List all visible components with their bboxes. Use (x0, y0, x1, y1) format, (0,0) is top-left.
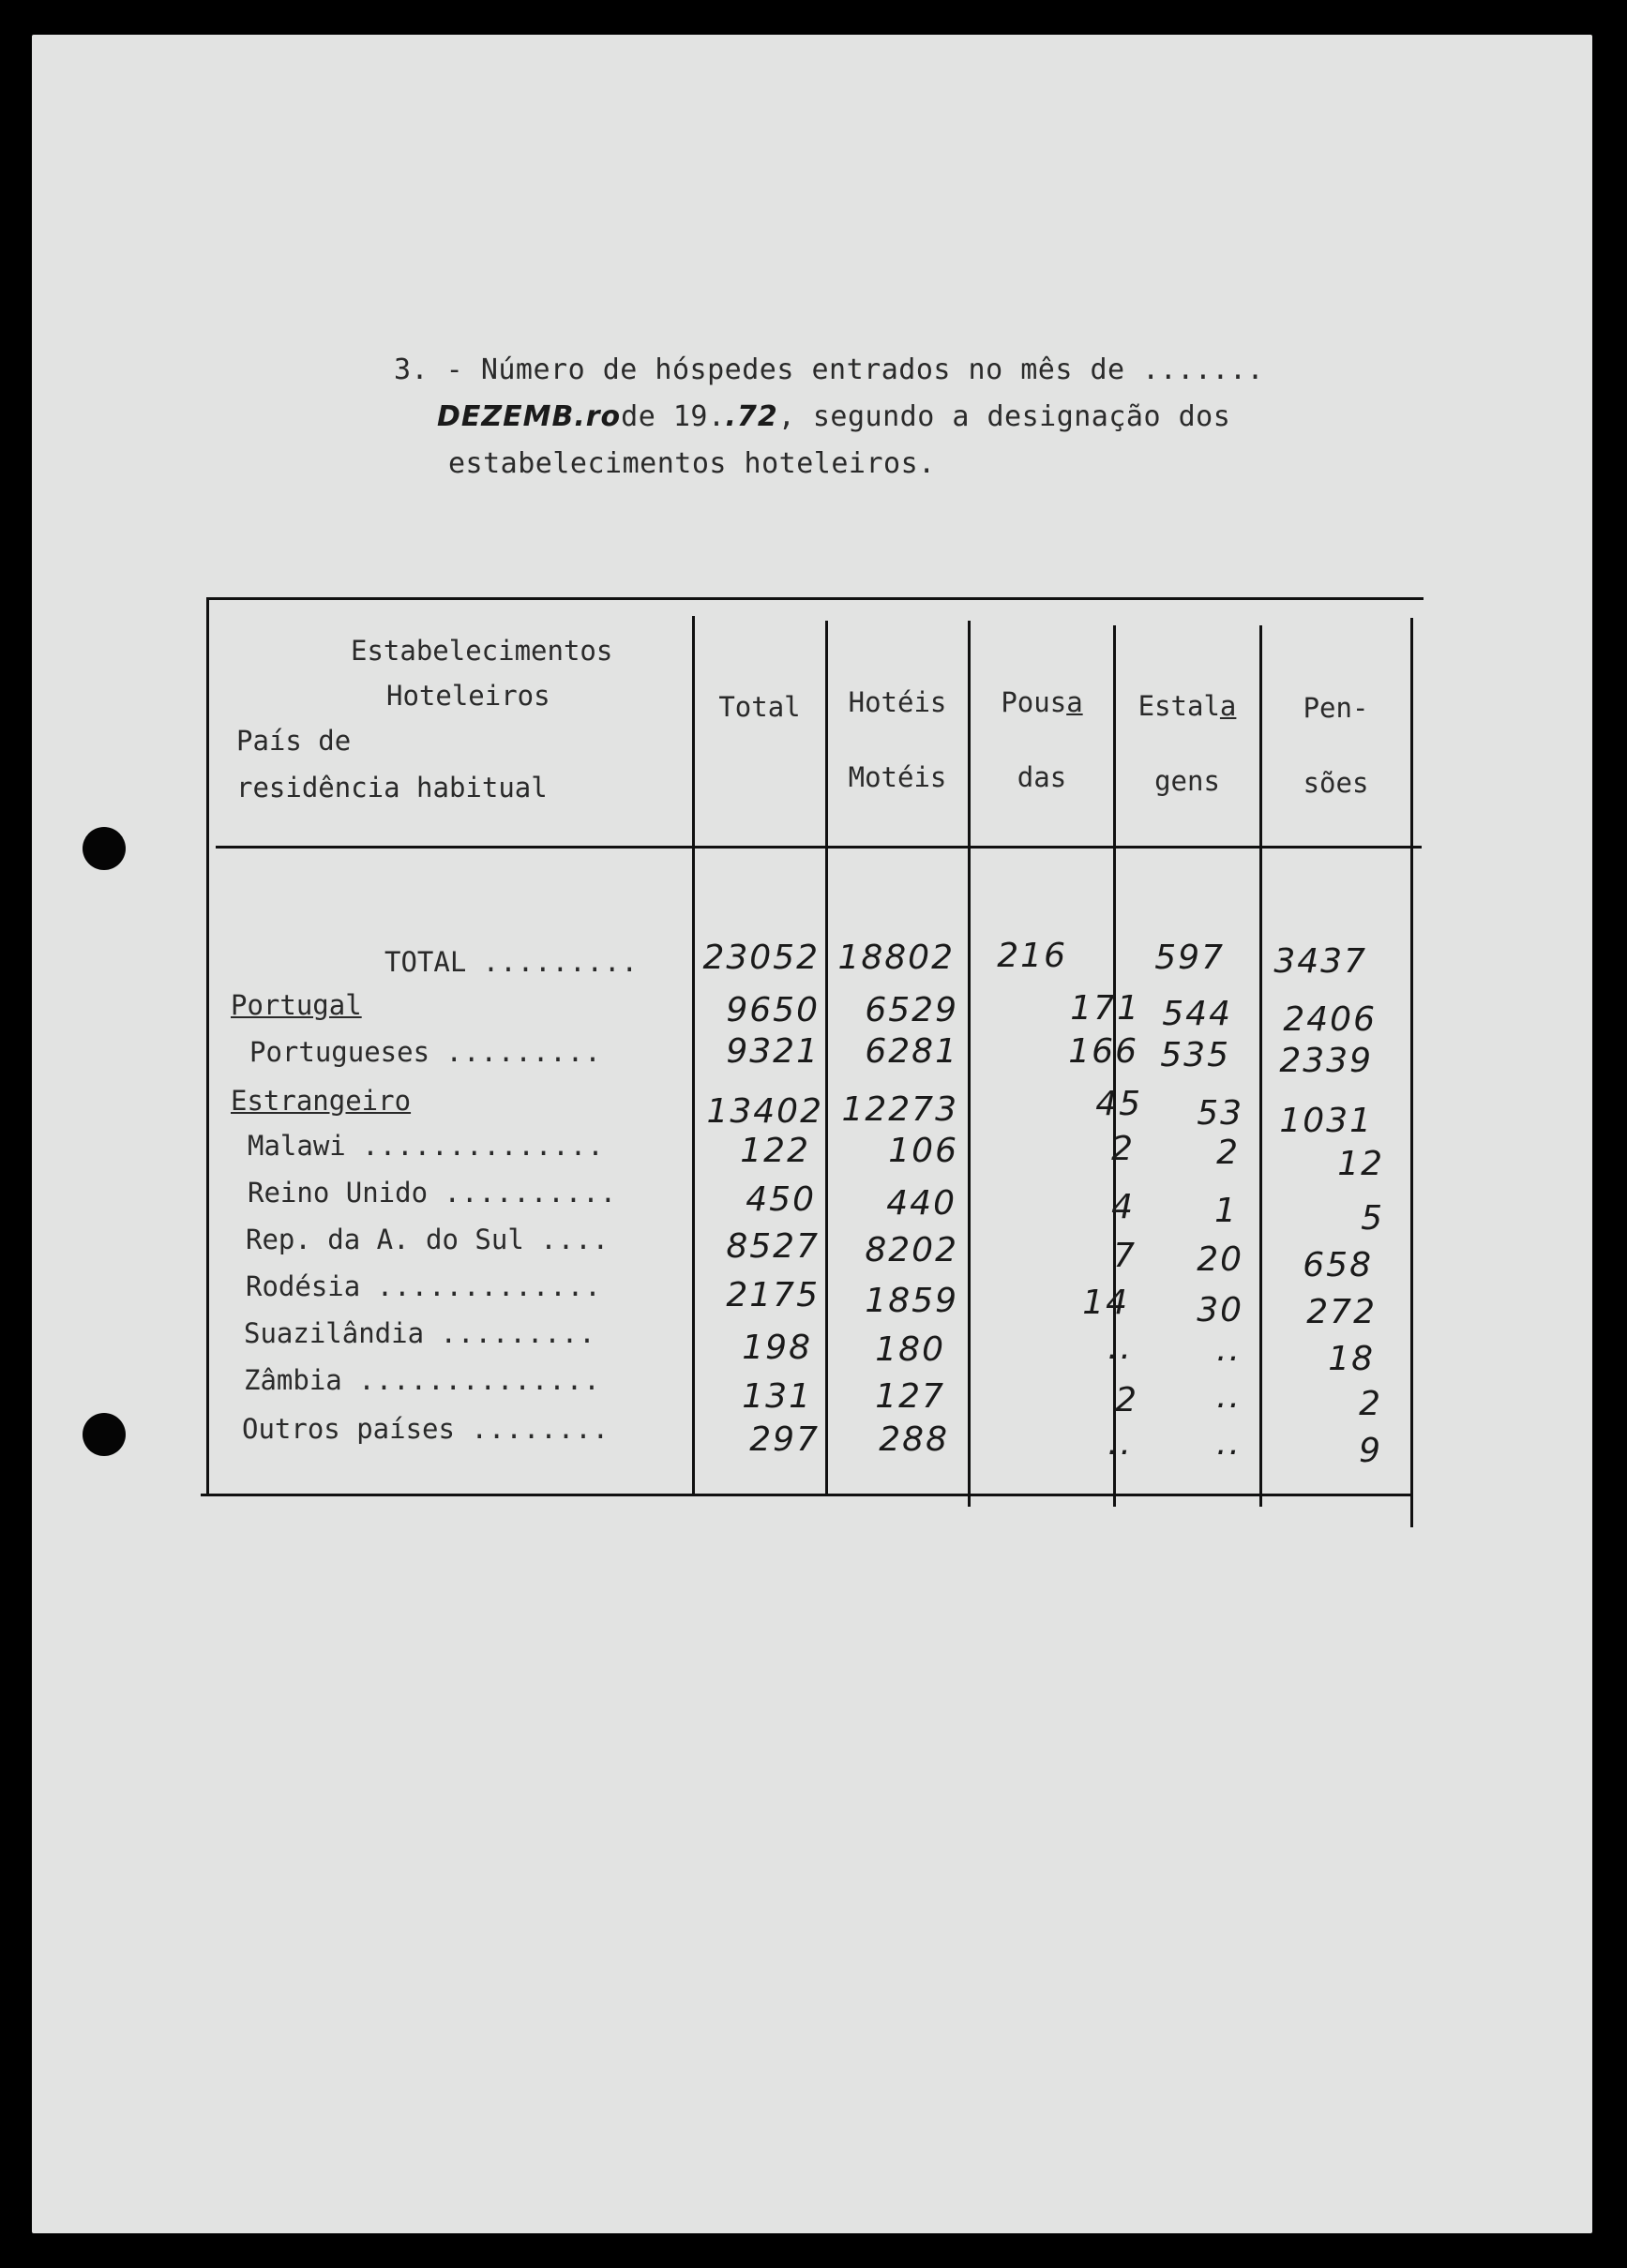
col-divider-3 (968, 621, 971, 1507)
cell-portugal-total: 9650 (726, 991, 820, 1029)
handwritten-year: .72 (725, 400, 778, 433)
cell-total-total: 23052 (702, 939, 820, 977)
cell-portugueses-pousadas: 166 (1068, 1032, 1138, 1071)
cell-suazilandia-pousadas: .. (1107, 1329, 1133, 1367)
table-top-border (208, 597, 1424, 600)
cell-estrangeiro-hoteis: 12273 (841, 1090, 958, 1129)
cell-malawi-pousadas: 2 (1111, 1130, 1135, 1168)
cell-portugueses-estalagens: 535 (1160, 1036, 1230, 1074)
cell-portugal-estalagens: 544 (1162, 995, 1232, 1033)
heading-line-3 (448, 447, 936, 480)
heading-number: 3. - (394, 353, 464, 386)
cell-reino-unido-hoteis: 440 (886, 1184, 957, 1223)
table-bottom-border (201, 1494, 1410, 1496)
cell-outros-paises-total: 297 (749, 1420, 820, 1459)
row-label-rodesia: Rodésia ............. (246, 1270, 602, 1302)
stub-heading-establishments: Estabelecimentos (351, 635, 613, 667)
cell-estrangeiro-pousadas: 45 (1095, 1085, 1142, 1123)
cell-portugueses-pensoes: 2339 (1279, 1042, 1373, 1080)
cell-malawi-estalagens: 2 (1216, 1134, 1240, 1172)
document-page (32, 35, 1592, 2233)
cell-estrangeiro-estalagens: 53 (1197, 1094, 1243, 1133)
punch-hole-top (83, 827, 126, 870)
cell-total-pousadas: 216 (997, 937, 1067, 975)
cell-suazilandia-pensoes: 18 (1328, 1340, 1375, 1378)
cell-reino-unido-total: 450 (746, 1180, 816, 1219)
cell-outros-paises-estalagens: .. (1216, 1424, 1242, 1463)
col-header-hoteis-moteis: Hotéis Motéis (848, 686, 947, 793)
row-label-outros-paises: Outros países ........ (242, 1413, 610, 1445)
cell-estrangeiro-pensoes: 1031 (1279, 1102, 1373, 1140)
cell-estrangeiro-total: 13402 (706, 1092, 823, 1131)
cell-zambia-pousadas: 2 (1115, 1381, 1138, 1419)
table-left-border (206, 597, 209, 1495)
table-header-divider (216, 846, 1422, 849)
cell-portugal-pensoes: 2406 (1283, 1000, 1377, 1039)
cell-rodesia-estalagens: 30 (1197, 1291, 1243, 1329)
cell-rep-africa-sul-estalagens: 20 (1197, 1240, 1243, 1279)
stub-heading-residence: residência habitual (236, 772, 548, 804)
row-label-portugueses: Portugueses ......... (249, 1036, 602, 1068)
cell-rep-africa-sul-pousadas: 7 (1113, 1237, 1137, 1275)
cell-outros-paises-pousadas: .. (1107, 1424, 1133, 1463)
cell-total-estalagens: 597 (1154, 939, 1225, 977)
cell-rep-africa-sul-hoteis: 8202 (865, 1231, 958, 1269)
cell-outros-paises-pensoes: 9 (1359, 1432, 1382, 1470)
cell-portugal-hoteis: 6529 (865, 991, 958, 1029)
heading-text-2: , segundo a designação dos (777, 400, 1231, 433)
cell-total-pensoes: 3437 (1273, 942, 1367, 981)
row-label-portugal: Portugal (231, 989, 362, 1021)
heading-text-3: estabelecimentos hoteleiros. (448, 447, 936, 480)
cell-reino-unido-pousadas: 4 (1111, 1188, 1135, 1226)
row-label-rep-africa-sul: Rep. da A. do Sul .... (246, 1224, 610, 1255)
row-label-zambia: Zâmbia .............. (244, 1364, 601, 1396)
cell-malawi-hoteis: 106 (888, 1132, 958, 1170)
row-label-total: TOTAL ......... (384, 946, 639, 978)
cell-zambia-estalagens: .. (1216, 1377, 1242, 1416)
cell-rep-africa-sul-pensoes: 658 (1303, 1246, 1373, 1284)
cell-suazilandia-total: 198 (742, 1329, 812, 1367)
stub-heading-hoteliers: Hoteleiros (386, 680, 550, 712)
col-header-total: Total (718, 691, 801, 723)
cell-rodesia-pousadas: 14 (1082, 1284, 1129, 1322)
cell-malawi-pensoes: 12 (1337, 1145, 1384, 1183)
cell-rodesia-total: 2175 (726, 1276, 820, 1314)
heading-line-2 (437, 400, 1230, 433)
cell-rep-africa-sul-total: 8527 (726, 1227, 820, 1266)
cell-portugueses-total: 9321 (726, 1032, 820, 1071)
cell-reino-unido-estalagens: 1 (1214, 1192, 1238, 1230)
col-header-pensoes: Pen- sões (1303, 692, 1369, 799)
cell-total-hoteis: 18802 (837, 939, 955, 977)
col-header-pousadas: Pousa das (1001, 686, 1083, 793)
cell-portugal-pousadas: 171 (1070, 989, 1140, 1028)
heading-text-1: Número de hóspedes entrados no mês de ....... (480, 353, 1265, 386)
stub-heading-country: País de (236, 725, 352, 757)
row-label-estrangeiro: Estrangeiro (231, 1085, 412, 1117)
table-right-border (1410, 618, 1413, 1527)
cell-rodesia-pensoes: 272 (1306, 1293, 1377, 1331)
cell-rodesia-hoteis: 1859 (865, 1282, 958, 1320)
cell-malawi-total: 122 (740, 1132, 810, 1170)
row-label-suazilandia: Suazilândia ......... (244, 1317, 596, 1349)
cell-zambia-total: 131 (742, 1377, 812, 1416)
cell-zambia-hoteis: 127 (875, 1377, 945, 1416)
cell-reino-unido-pensoes: 5 (1361, 1199, 1384, 1238)
cell-outros-paises-hoteis: 288 (879, 1420, 949, 1459)
heading-year-prefix: de 19. (621, 400, 726, 433)
cell-suazilandia-hoteis: 180 (875, 1330, 945, 1369)
heading-line-1 (394, 353, 1264, 386)
handwritten-month: DEZEMB.ro (437, 400, 622, 433)
punch-hole-bottom (83, 1413, 126, 1456)
cell-zambia-pensoes: 2 (1359, 1385, 1382, 1423)
row-label-reino-unido: Reino Unido .......... (248, 1177, 618, 1209)
cell-portugueses-hoteis: 6281 (865, 1032, 958, 1071)
col-header-estalagens: Estala gens (1137, 690, 1237, 797)
cell-suazilandia-estalagens: .. (1216, 1330, 1242, 1369)
row-label-malawi: Malawi .............. (248, 1130, 605, 1162)
